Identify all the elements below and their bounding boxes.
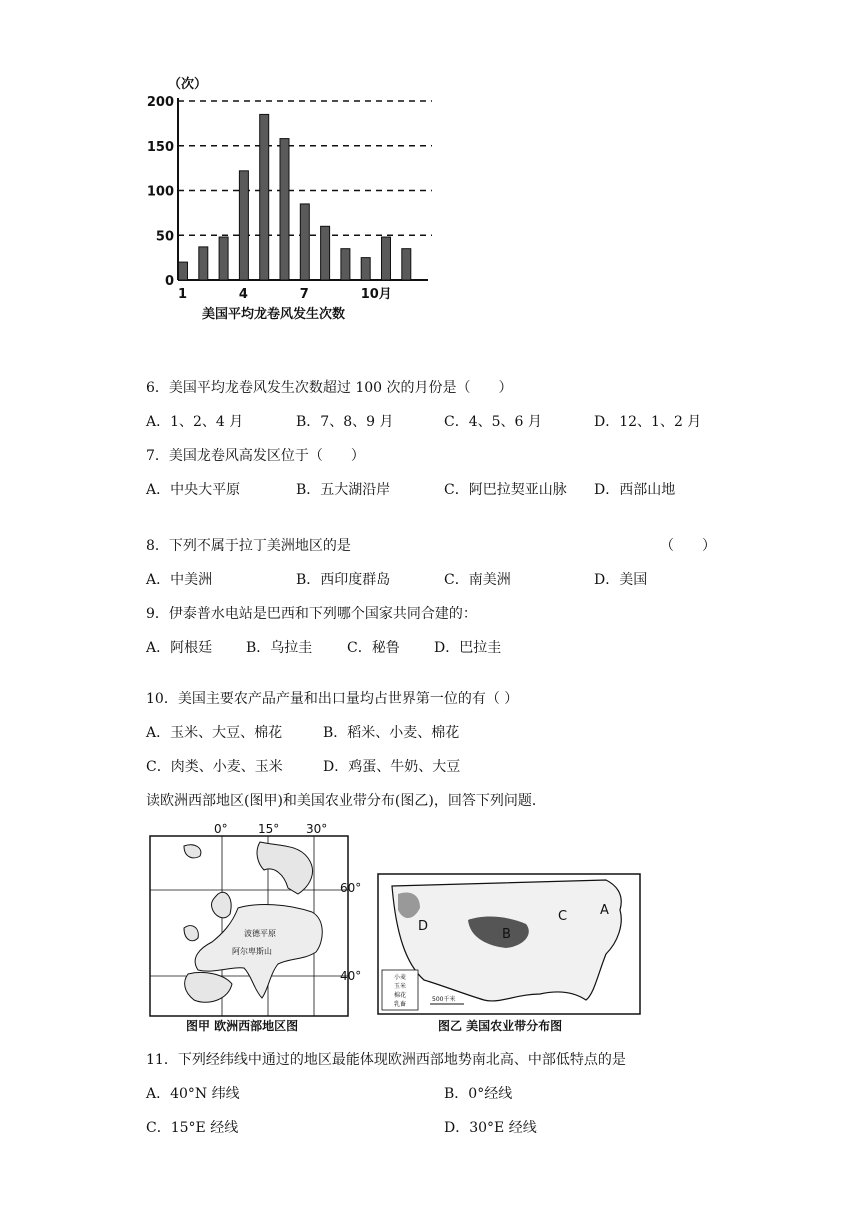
x-tick-label: 10月 [360,287,392,302]
bar-month-6 [280,139,289,280]
y-tick-label: 0 [164,274,174,289]
bar-month-2 [199,247,208,280]
q7-option-c[interactable]: C．阿巴拉契亚山脉 [444,482,567,498]
question-6-stem: 6．美国平均龙卷风发生次数超过 100 次的月份是（ ） [146,380,513,396]
q8-option-c[interactable]: C．南美洲 [444,572,511,588]
q9-option-d[interactable]: D．巴拉圭 [434,640,502,656]
q6-option-c[interactable]: C．4、5、6 月 [444,414,542,430]
bar-month-12 [402,249,411,280]
bar-month-4 [239,171,248,280]
q8-option-d[interactable]: D．美国 [594,572,648,588]
map-jia-label-alps: 阿尔卑斯山 [232,947,272,956]
bar-month-8 [321,226,330,280]
q11-option-d[interactable]: D．30°E 经线 [444,1120,537,1136]
bar-month-7 [300,204,309,280]
map-jia-lat-40: 40° [340,969,362,983]
map-yi-label-b: B [502,927,511,942]
q9-option-c[interactable]: C．秘鲁 [347,640,400,656]
q6-option-d[interactable]: D．12、1、2 月 [594,414,702,430]
bar-month-9 [341,249,350,280]
question-8-answer-bracket: （ ） [660,538,716,554]
chart-unit-label: （次） [168,77,208,92]
q7-option-b[interactable]: B．五大湖沿岸 [296,482,391,498]
map-jia-europe [150,822,361,1033]
map-yi-usa [378,874,640,1033]
map-yi-caption: 图乙 美国农业带分布图 [438,1019,563,1033]
map-yi-legend-wheat: 小麦 [394,974,407,981]
y-tick-label: 200 [146,95,174,110]
bar-month-5 [260,114,269,280]
q8-option-a[interactable]: A．中美洲 [146,572,213,588]
q6-option-b[interactable]: B．7、8、9 月 [296,414,394,430]
y-tick-label: 150 [146,139,174,155]
q7-option-a[interactable]: A．中央大平原 [146,482,241,498]
map-jia-lat-60: 60° [340,881,362,895]
bar-month-1 [179,262,188,280]
q10-option-d[interactable]: D．鸡蛋、牛奶、大豆 [323,759,461,775]
map-jia-lon-15: 15° [258,822,280,836]
q10-option-b[interactable]: B．稻米、小麦、棉花 [323,725,460,741]
q11-option-a[interactable]: A．40°N 纬线 [146,1086,240,1102]
map-yi-label-a: A [600,903,609,918]
question-10-stem: 10．美国主要农产品产量和出口量均占世界第一位的有（ ） [146,691,519,707]
q8-option-b[interactable]: B．西印度群岛 [296,572,391,588]
x-tick-label: 7 [299,287,309,302]
question-8-stem: 8．下列不属于拉丁美洲地区的是 [146,538,351,554]
q9-option-a[interactable]: A．阿根廷 [146,640,213,656]
reading-prompt: 读欧洲西部地区(图甲)和美国农业带分布(图乙)，回答下列问题． [146,793,546,809]
q11-option-c[interactable]: C．15°E 经线 [146,1120,239,1136]
bar-month-3 [219,237,228,280]
q6-option-a[interactable]: A．1、2、4 月 [146,414,244,430]
map-jia-lon-30: 30° [306,822,328,836]
y-tick-label: 50 [155,229,174,245]
bar-month-11 [382,237,391,280]
y-tick-label: 100 [146,184,174,200]
map-yi-legend-dairy: 乳畜 [394,1001,407,1008]
map-yi-label-c: C [558,909,568,924]
map-jia-lon-0: 0° [214,822,228,836]
q10-option-a[interactable]: A．玉米、大豆、棉花 [146,725,283,741]
map-jia-label-plain: 波德平原 [244,929,276,938]
q9-option-b[interactable]: B．乌拉圭 [246,640,313,656]
q7-option-d[interactable]: D．西部山地 [594,482,676,498]
q10-option-c[interactable]: C．肉类、小麦、玉米 [146,759,283,775]
bar-month-10 [361,258,370,280]
map-yi-scale: 500千米 [432,996,456,1003]
map-yi-label-d: D [418,919,429,934]
question-9-stem: 9．伊泰普水电站是巴西和下列哪个国家共同合建的： [146,606,477,622]
tornado-bar-chart [146,72,450,332]
map-yi-legend-corn: 玉米 [394,983,407,990]
maps-figure [148,824,648,1034]
map-yi-legend-cotton: 棉花 [394,992,407,999]
map-jia-caption: 图甲 欧洲西部地区图 [186,1019,299,1033]
chart-caption: 美国平均龙卷风发生次数 [202,307,346,322]
q11-option-b[interactable]: B．0°经线 [444,1086,513,1102]
question-7-stem: 7．美国龙卷风高发区位于（ ） [146,448,365,464]
x-tick-label: 1 [178,287,188,302]
x-tick-label: 4 [238,287,248,302]
question-11-stem: 11．下列经纬线中通过的地区最能体现欧洲西部地势南北高、中部低特点的是 [146,1052,626,1068]
